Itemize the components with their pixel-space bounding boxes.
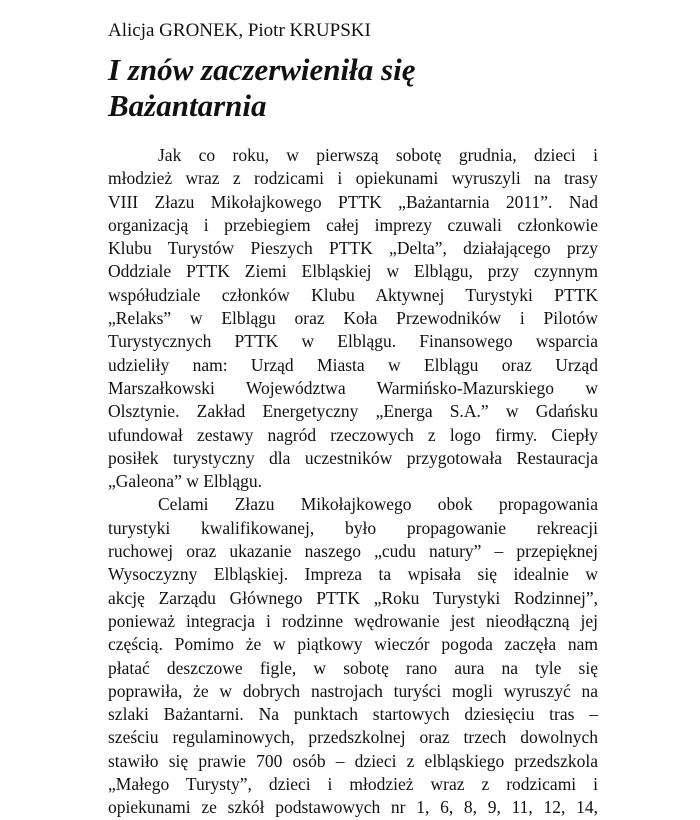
text-line: posiłek turystyczny dla uczestników przygotowała Restauracja	[108, 447, 598, 468]
text-line: Wysoczyzny Elbląskiej. Impreza ta wpisała się idealnie w	[108, 564, 598, 585]
text-line: udzieliły nam: Urząd Miasta w Elblągu oraz Urząd	[108, 354, 598, 375]
text-line: stawiło się prawie 700 osób – dzieci z elbląskiego przedszkola	[108, 750, 598, 771]
text-line: Olsztynie. Zakład Energetyczny „Energa S.A.” w Gdańsku	[108, 401, 598, 422]
text-line: „Galeona” w Elblągu.	[108, 471, 263, 492]
text-line: ufundował zestawy nagród rzeczowych z logo firmy. Ciepły	[108, 424, 598, 445]
text-line: Celami Złazu Mikołajkowego obok propagowania	[158, 494, 598, 515]
text-line: szlaki Bażantarni. Na punktach startowych dziesięciu tras –	[108, 704, 598, 725]
text-line: VIII Złazu Mikołajkowego PTTK „Bażantarnia 2011”. Nad	[108, 191, 598, 212]
text-line: Marszałkowski Województwa Warmińsko-Mazurskiego w	[108, 377, 598, 398]
article-body	[108, 144, 598, 820]
text-line: ruchowej oraz ukazanie naszego „cudu natury” – przepięknej	[108, 541, 598, 562]
paragraph-1	[108, 144, 598, 493]
text-line: współudziale członków Klubu Aktywnej Turystyki PTTK	[108, 284, 598, 305]
title-line: Bażantarnia	[108, 88, 267, 123]
text-line: częścią. Pomimo że w piątkowy wieczór pogoda zaczęła nam	[108, 634, 598, 655]
text-line: sześciu regulaminowych, przedszkolnej oraz trzech dowolnych	[108, 727, 598, 748]
text-line: „Relaks” w Elblągu oraz Koła Przewodników i Pilotów	[108, 308, 598, 329]
title-line: I znów zaczerwieniła się	[108, 52, 416, 87]
text-line: Klubu Turystów Pieszych PTTK „Delta”, działającego przy	[108, 238, 598, 259]
text-line: młodzież wraz z rodzicami i opiekunami wyruszyli na trasy	[108, 168, 598, 189]
text-line: organizacją i przebiegiem całej imprezy czuwali członkowie	[108, 214, 598, 235]
text-line: „Małego Turysty”, dzieci i młodzież wraz z rodzicami i	[108, 774, 598, 795]
text-line: Turystycznych PTTK w Elblągu. Finansowego wsparcia	[108, 331, 598, 352]
article-title	[108, 52, 415, 124]
text-line: Oddziale PTTK Ziemi Elbląskiej w Elblągu, przy czynnym	[108, 261, 598, 282]
paragraph-2	[108, 493, 598, 819]
text-line: poprawiła, że w dobrych nastrojach turyści mogli wyruszyć na	[108, 680, 598, 701]
text-line: płatać deszczowe figle, w sobotę rano aura na tyle się	[108, 657, 598, 678]
article-authors: Alicja GRONEK, Piotr KRUPSKI	[108, 20, 371, 41]
text-line: Jak co roku, w pierwszą sobotę grudnia, dzieci i	[158, 145, 598, 165]
text-line: akcję Zarządu Głównego PTTK „Roku Turystyki Rodzinnej”,	[108, 587, 598, 608]
text-line: turystyki kwalifikowanej, było propagowanie rekreacji	[108, 517, 598, 538]
text-line: opiekunami ze szkół podstawowych nr 1, 6, 8, 9, 11, 12, 14,	[108, 797, 598, 818]
text-line: ponieważ integracja i rodzinne wędrowanie jest nieodłączną jej	[108, 610, 598, 631]
